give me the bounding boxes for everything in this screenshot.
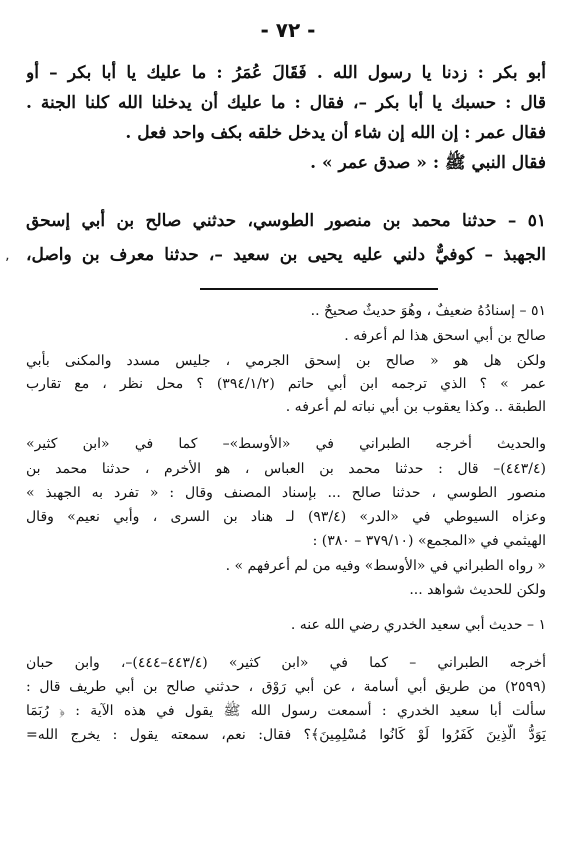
main-line: ٥١ – حدثنا محمد بن منصور الطوسي، حدثني صالح بن أبي إسحق bbox=[26, 211, 546, 231]
footnote-line: (٢٥٩٩) من طريق أبي أسامة ، عن أبي رَوْق ، حدثني صالح بن أبي طريف قال : bbox=[26, 679, 546, 695]
main-line: قال : حسبك يا أبا بكر –، فقال : ما عليك أن يدخلنا الله كلنا الجنة . bbox=[26, 93, 546, 113]
footnote-line: ٥١ – إسنادُهُ ضعيفٌ ، وهُوَ حديثٌ صحيحٌ .. bbox=[310, 303, 546, 319]
footnote-line: والحديث أخرجه الطبراني في «الأوسط»– كما في «ابن كثير» bbox=[26, 436, 546, 452]
footnote-line: سألت أبا سعيد الخدري : أسمعت رسول الله ﷺ يقول في هذه الآية : ﴿ رُبَمَا bbox=[26, 703, 546, 719]
footnote-line: عمر » ؟ الذي ترجمه ابن أبي حاتم (٣٩٤/١/٢) ؟ محل نظر ، مع تقارب bbox=[26, 376, 546, 392]
footnote-line: أخرجه الطبراني – كما في «ابن كثير» (٤٤٣/٤–٤٤٤)–، وابن حبان bbox=[26, 655, 546, 671]
main-line: أبو بكر : زدنا يا رسول الله . فَقَالَ عُمَرُ : ما عليك يا أبا بكر – أو bbox=[26, 63, 546, 83]
page-number: - ٧٢ - bbox=[260, 18, 316, 42]
footnote-line: يَوَدُّ الَّذِينَ كَفَرُوا لَوْ كَانُوا مُسْلِمِينَ﴾؟ فقال: نعم، سمعته يقول : يخرج الله= bbox=[26, 727, 546, 743]
footnote-line: ولكن هل هو « صالح بن إسحق الجرمي ، جليس مسدد والمكنى بأبي bbox=[26, 353, 546, 369]
footnote-line: ولكن للحديث شواهد ... bbox=[409, 582, 546, 598]
footnote-line: وعزاه السيوطي في «الدر» (٩٣/٤) لـ هناد بن السرى ، وأبي نعيم» وقال bbox=[26, 509, 546, 525]
footnote-line: صالح بن أبي اسحق هذا لم أعرفه . bbox=[344, 328, 546, 344]
main-line: فقال عمر : إن الله إن شاء أن يدخل خلقه بكف واحد فعل . bbox=[125, 123, 546, 143]
footnote-line: منصور الطوسي ، حدثنا صالح ... بإسناد المصنف وقال : « تفرد به الجهبذ » bbox=[26, 485, 546, 501]
footnote-line: الطبقة .. وكذا يعقوب بن أبي نباته لم أعرفه . bbox=[285, 399, 546, 415]
main-line: الجهبذ – كوفيٌّ دلني عليه يحيى بن سعيد –، حدثنا معرف بن واصل، bbox=[26, 245, 546, 265]
footnote-line: ١ – حديث أبي سعيد الخدري رضي الله عنه . bbox=[290, 617, 546, 633]
footnote-line: الهيثمي في «المجمع» (٣٧٩/١٠ – ٣٨٠) : bbox=[312, 533, 546, 549]
main-line: فقال النبي ﷺ : « صدق عمر » . bbox=[310, 153, 546, 173]
footnote-line: « رواه الطبراني في «الأوسط» وفيه من لم أعرفهم » . bbox=[225, 558, 546, 574]
footnote-line: (٤٤٣/٤)– قال : حدثنا محمد بن العباس ، هو الأخرم ، حدثنا محمد بن bbox=[26, 461, 546, 477]
margin-mark: ٬ bbox=[5, 256, 10, 272]
footnote-divider bbox=[200, 288, 438, 290]
